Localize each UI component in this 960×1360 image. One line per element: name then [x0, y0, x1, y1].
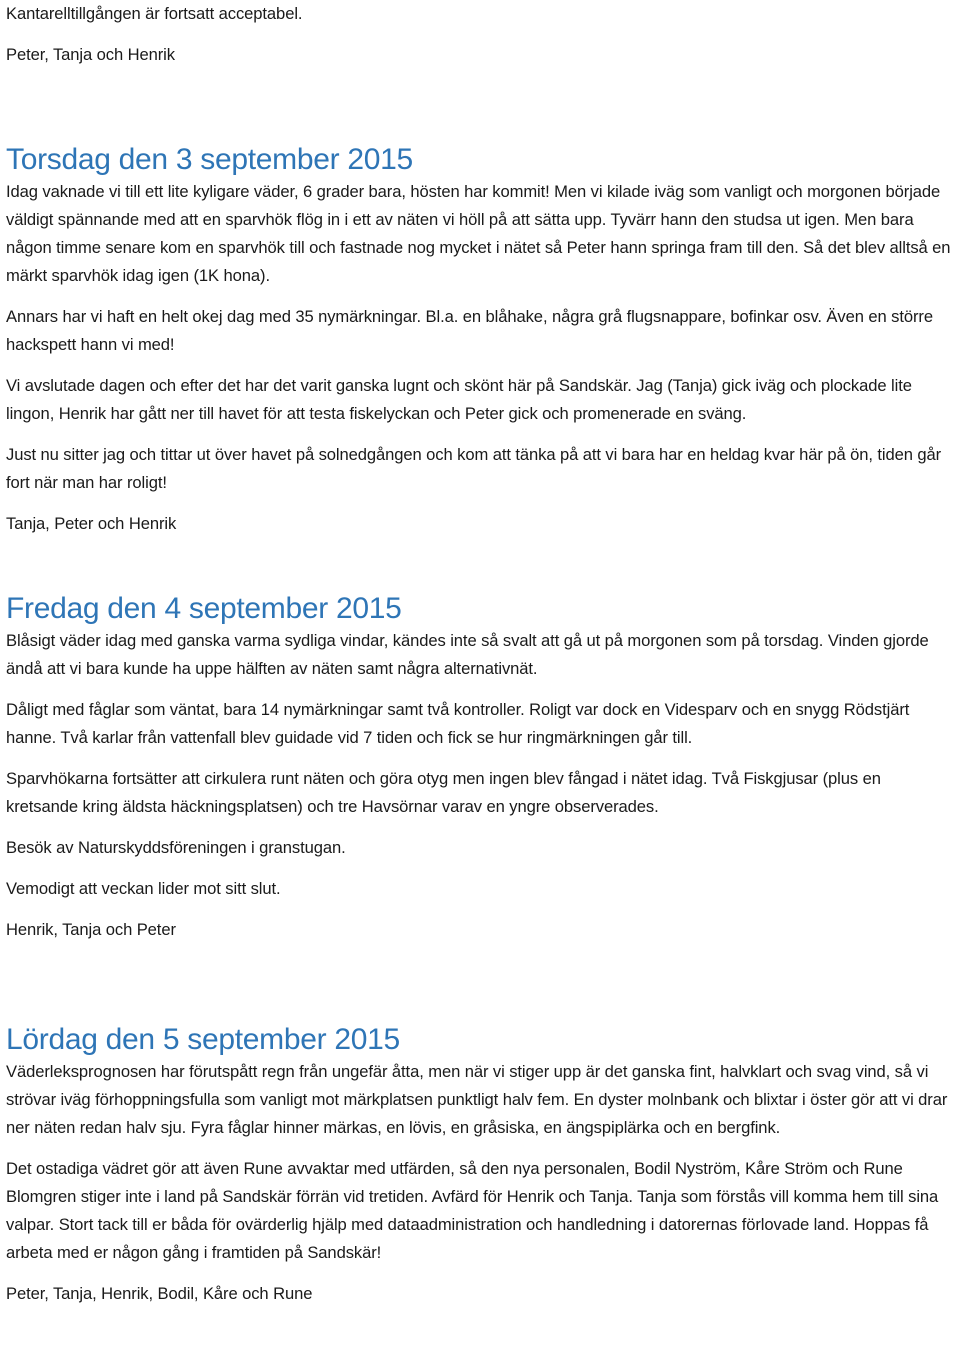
entry-heading: Fredag den 4 september 2015: [6, 592, 402, 625]
entry-paragraph: Vemodigt att veckan lider mot sitt slut.: [6, 879, 281, 898]
entry-paragraph: Annars har vi haft en helt okej dag med 35 nymärkningar. Bl.a. en blåhake, några grå flugsnappare, bofinkar osv. Även en större hackspett hann vi med!: [6, 307, 933, 354]
entry-paragraph: Väderleksprognosen har förutspått regn från ungefär åtta, men när vi stiger upp är det ganska fint, halvklart och svag vind, så vi strövar iväg förhoppningsfulla som vanligt mot märkplatsen punktligt halv fem. En dyster molnbank och blixtar i öster gör att vi drar ner näten redan halv sju. Fyra fåglar hinner märkas, en lövis, en gråsiska, en ängspiplärka och en bergfink.: [6, 1062, 948, 1137]
entry-paragraph: Idag vaknade vi till ett lite kyligare väder, 6 grader bara, hösten har kommit! Men vi kilade iväg som vanligt och morgonen började väldigt spännande med att en sparvhök flög in i ett av näten vi höll på att sätta upp. Tyvärr hann den studsa ut igen. Men bara någon timme senare kom en sparvhök till och fastnade nog mycket i nätet så Peter hann springa fram till den. Så det blev alltså en märkt sparvhök idag igen (1K hona).: [6, 182, 951, 285]
document-page: [6, 0, 956, 1321]
entry-paragraph: Just nu sitter jag och tittar ut över havet på solnedgången och kom att tänka på att vi bara har en heldag kvar här på ön, tiden går fort när man har roligt!: [6, 445, 942, 492]
entry-paragraph: Dåligt med fåglar som väntat, bara 14 nymärkningar samt två kontroller. Roligt var dock en Videsparv och en snygg Rödstjärt hanne. Två karlar från vattenfall blev guidade vid 7 tiden och fick se hur ringmärkningen går till.: [6, 700, 910, 747]
entry-signature: Peter, Tanja, Henrik, Bodil, Kåre och Rune: [6, 1284, 313, 1303]
intro-text: Kantarelltillgången är fortsatt acceptabel.: [6, 4, 303, 23]
entry-paragraph: Det ostadiga vädret gör att även Rune avvaktar med utfärden, så den nya personalen, Bodil Nyström, Kåre Ström och Rune Blomgren stiger inte i land på Sandskär förrän vid tretiden. Avfärd för Henrik och Tanja. Tanja som förstås vill komma hem till sina valpar. Stort tack till er båda för ovärderlig hjälp med dataadministration och handledning i datorernas förlovade land. Hoppas få arbeta med er någon gång i framtiden på Sandskär!: [6, 1159, 939, 1262]
entry-paragraph: Besök av Naturskyddsföreningen i granstugan.: [6, 838, 346, 857]
entry-saturday: [6, 1022, 956, 1308]
intro-signature: Peter, Tanja och Henrik: [6, 45, 175, 64]
entry-paragraph: Vi avslutade dagen och efter det har det varit ganska lugnt och skönt här på Sandskär. Jag (Tanja) gick iväg och plockade lite lingon, Henrik har gått ner till havet för att testa fiskelyckan och Peter gick och promenerade en sväng.: [6, 376, 912, 423]
entry-friday: [6, 591, 956, 944]
entry-signature: Henrik, Tanja och Peter: [6, 920, 176, 939]
entry-heading: Torsdag den 3 september 2015: [6, 143, 413, 176]
entry-heading: Lördag den 5 september 2015: [6, 1023, 400, 1056]
entry-paragraph: Sparvhökarna fortsätter att cirkulera runt näten och göra otyg men ingen blev fångad i nätet idag. Två Fiskgjusar (plus en kretsande kring äldsta häckningsplatsen) och tre Havsörnar varav en yngre observerades.: [6, 769, 881, 816]
entry-paragraph: Blåsigt väder idag med ganska varma sydliga vindar, kändes inte så svalt att gå ut på morgonen som på torsdag. Vinden gjorde ändå att vi bara kunde ha uppe hälften av näten samt några alternativnät.: [6, 631, 929, 678]
entry-thursday: [6, 142, 956, 538]
entry-signature: Tanja, Peter och Henrik: [6, 514, 177, 533]
